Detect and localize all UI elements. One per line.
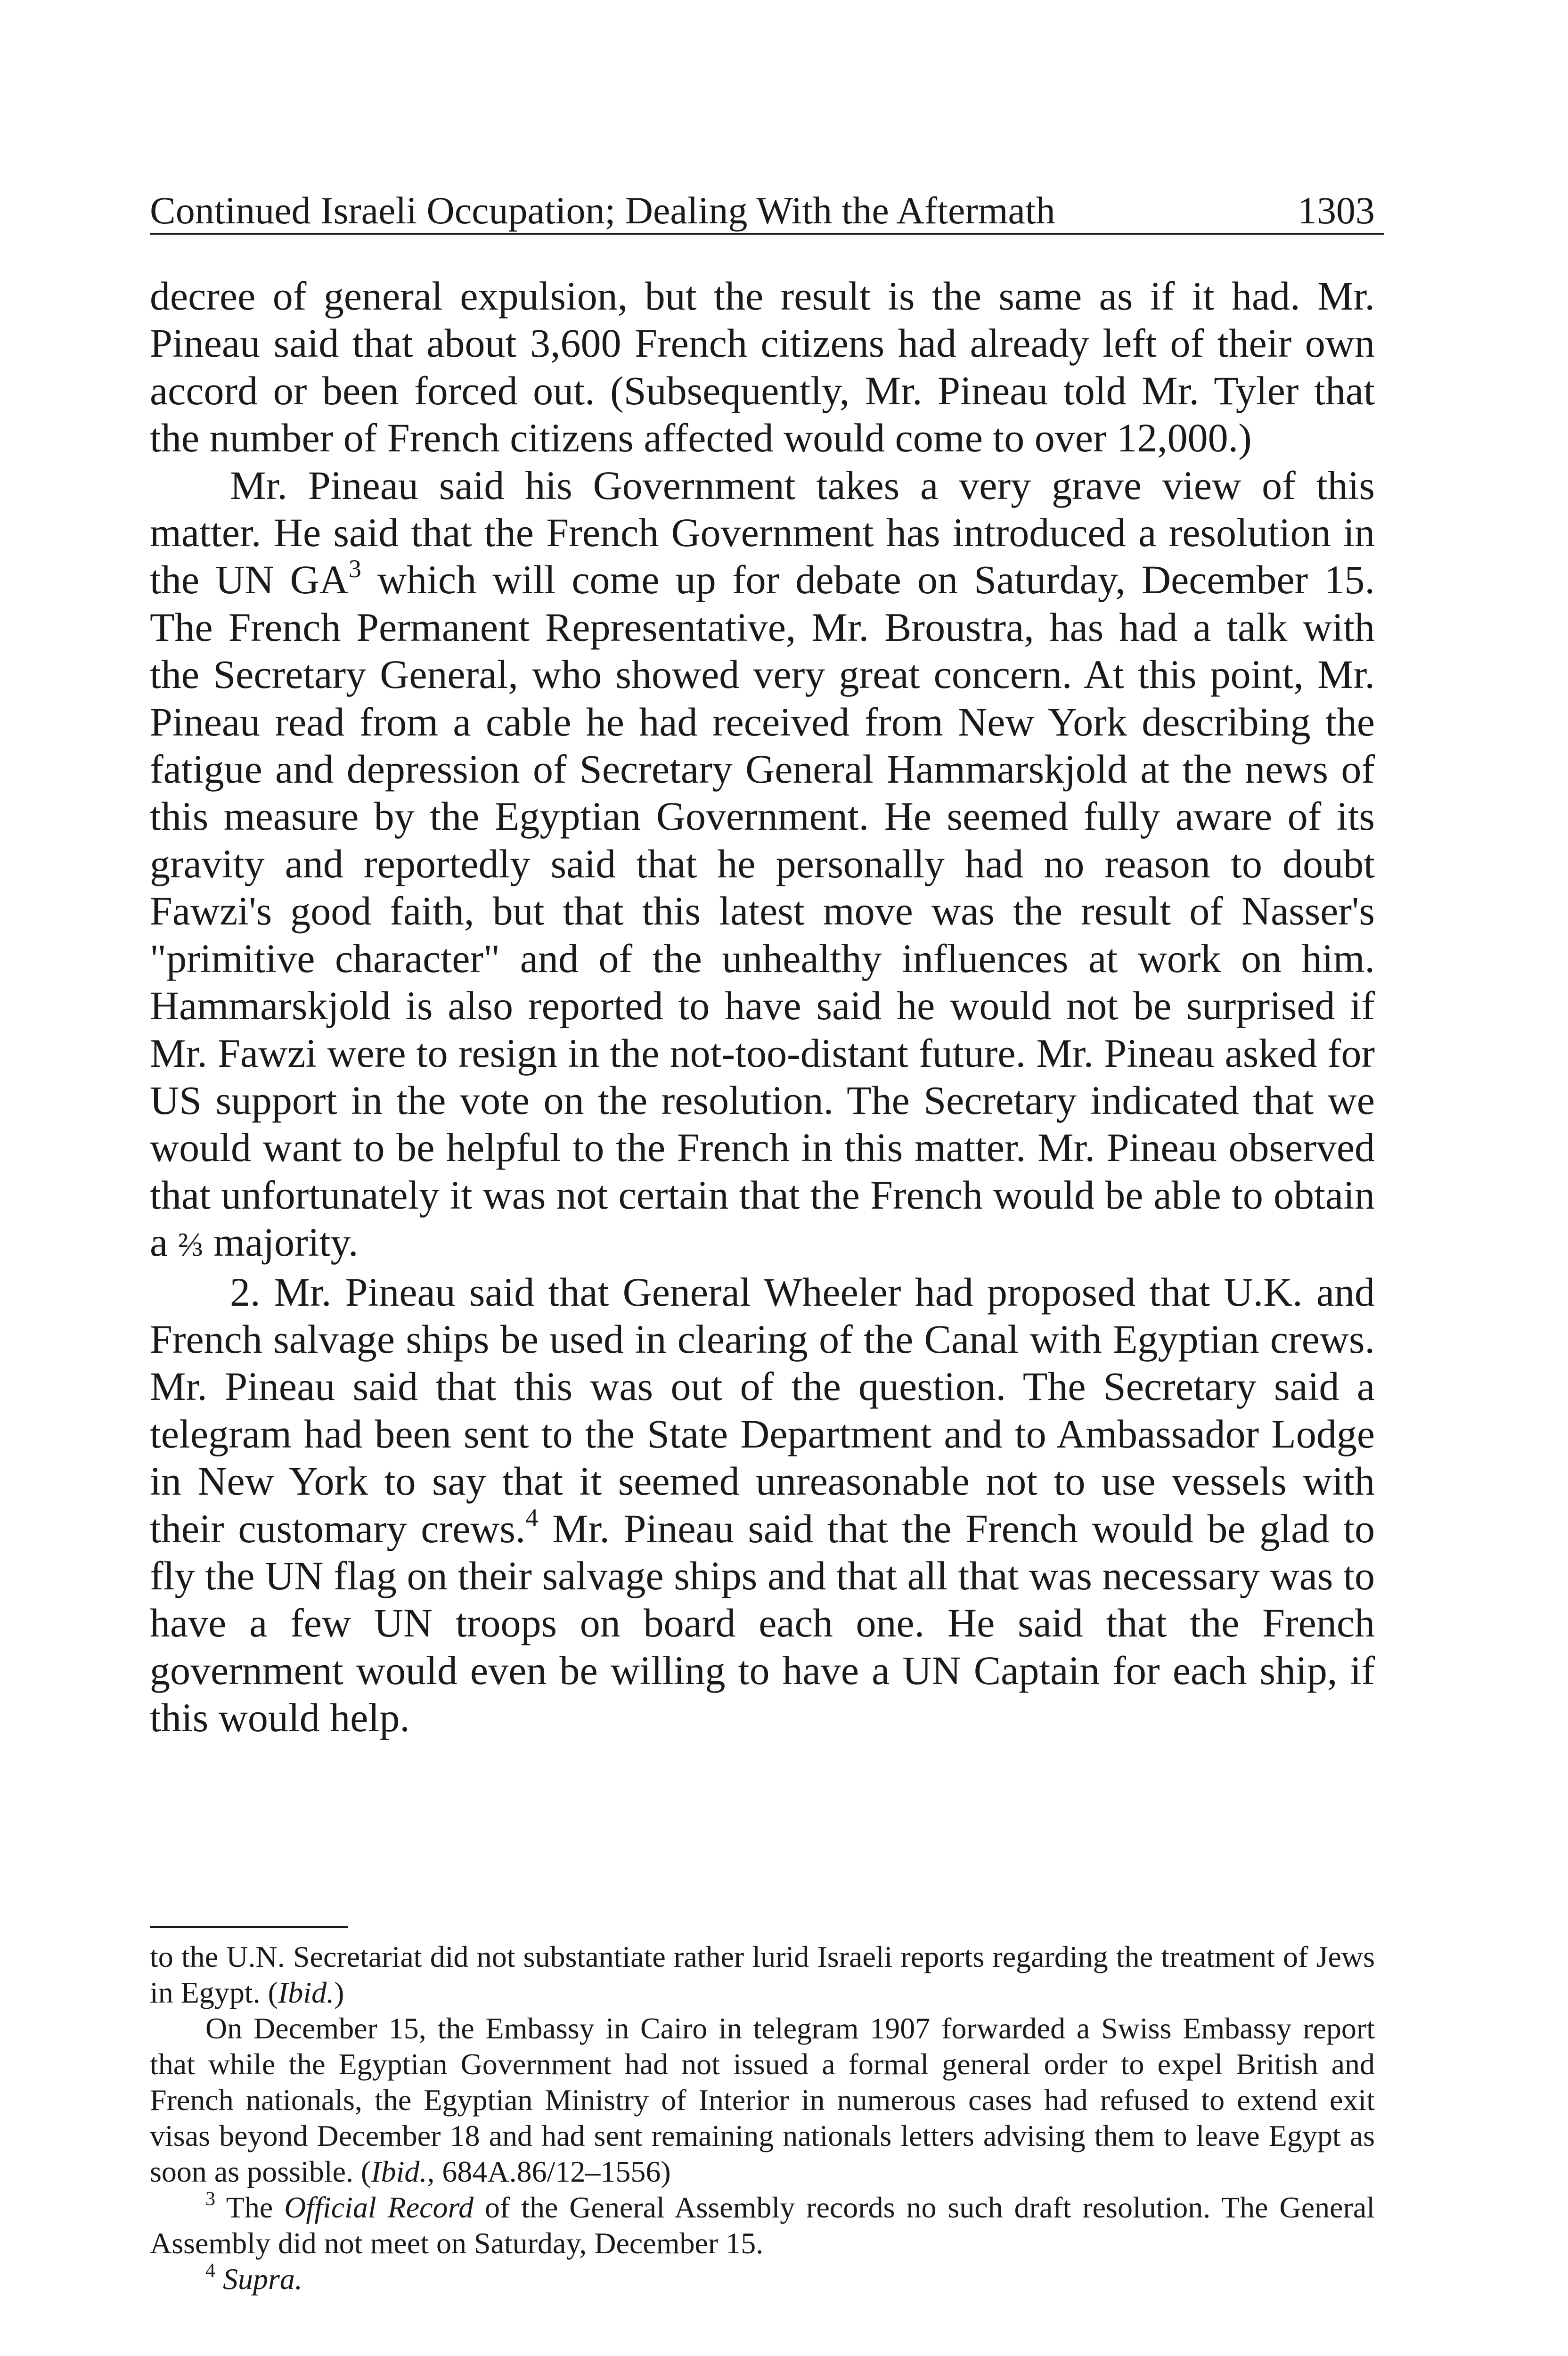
footnote-3-b: of the General Assembly records no such draft resolution. The General Assembly did not meet on Saturday, December 15. <box>150 2191 1375 2260</box>
paragraph-2-part-a: Mr. Pineau said his Government takes a very grave view of this matter. He said that the French Government has introduced a resolution in the UN GA <box>150 462 1375 603</box>
footnote-ref-3: 3 <box>348 555 361 583</box>
paragraph-3 <box>150 1268 1375 1742</box>
footnote-4 <box>150 2261 1375 2297</box>
footnote-4-number: 4 <box>205 2260 215 2282</box>
paragraph-2-part-c: majority. <box>203 1219 359 1265</box>
paragraph-3-part-a: 2. Mr. Pineau said that General Wheeler had proposed that U.K. and French salvage ships be used in clearing of the Canal with Egyptian crews. Mr. Pineau said that this was out of the question. The Secretary said a telegram had been sent to the State Department and to Ambassador Lodge in New York to say that it seemed unreasonable not to use vessels with their customary crews. <box>150 1269 1375 1551</box>
footnote-4-text: Supra. <box>215 2262 302 2296</box>
fraction-two-thirds: ⅔ <box>178 1226 204 1264</box>
running-title: Continued Israeli Occupation; Dealing With the Aftermath <box>150 189 1055 232</box>
paragraph-1: decree of general expulsion, but the result is the same as if it had. Mr. Pineau said that about 3,600 French citizens had already left of their own accord or been forced out. (Subsequently, Mr. Pineau told Mr. Tyler that the number of French citizens affected would come to over 12,000.) <box>150 273 1375 461</box>
footnote-paragraph-2-a: On December 15, the Embassy in Cairo in telegram 1907 forwarded a Swiss Embassy report that while the Egyptian Government had not issued a formal general order to expel British and French nationals, the Egyptian Ministry of Interior in numerous cases had refused to extend exit visas beyond December 18 and had sent remaining nationals letters advising them to leave Egypt as soon as possible. ( <box>150 2012 1375 2188</box>
header-rule <box>150 233 1384 235</box>
body-text <box>150 272 1375 1742</box>
page-number: 1303 <box>1298 189 1375 232</box>
footnote-3-number: 3 <box>205 2188 215 2210</box>
footnote-continuation-b: ) <box>334 1976 344 2009</box>
paragraph-2 <box>150 462 1375 1268</box>
footnote-paragraph-2-b: 684A.86/12–1556) <box>434 2155 671 2188</box>
footnote-ref-4: 4 <box>525 1503 539 1532</box>
footnote-3-italic: Official Record <box>284 2191 474 2224</box>
footnote-paragraph-2-ibid: Ibid., <box>371 2155 435 2188</box>
footnote-continuation-ibid: Ibid. <box>278 1976 335 2009</box>
paragraph-3-part-b: Mr. Pineau said that the French would be glad to fly the UN flag on their salvage ships and that all that was necessary was to have a few UN troops on board each one. He said that the French government would even be willing to have a UN Captain for each ship, if this would help. <box>150 1505 1375 1741</box>
footnote-3-a: The <box>215 2191 285 2224</box>
footnote-paragraph-2 <box>150 2011 1375 2190</box>
footnote-rule <box>150 1926 348 1928</box>
footnote-continuation-a: to the U.N. Secretariat did not substantiate rather lurid Israeli reports regarding the treatment of Jews in Egypt. ( <box>150 1940 1375 2009</box>
running-header <box>150 185 1375 237</box>
footnotes <box>150 1939 1375 2297</box>
footnote-continuation <box>150 1939 1375 2011</box>
footnote-3 <box>150 2190 1375 2261</box>
paragraph-2-part-b: which will come up for debate on Saturday, December 15. The French Permanent Representative, Mr. Broustra, has had a talk with the Secretary General, who showed very great concern. At this point, Mr. Pineau read from a cable he had received from New York describing the fatigue and depression of Secretary General Hammarskjold at the news of this measure by the Egyptian Government. He seemed fully aware of its gravity and reportedly said that he personally had no reason to doubt Fawzi's good faith, but that this latest move was the result of Nasser's "primitive character" and of the unhealthy influences at work on him. Hammarskjold is also reported to have said he would not be surprised if Mr. Fawzi were to resign in the not-too-distant future. Mr. Pineau asked for US support in the vote on the resolution. The Secretary indicated that we would want to be helpful to the French in this matter. Mr. Pineau observed that unfortunately it was not certain that the French would be able to obtain a <box>150 557 1375 1265</box>
